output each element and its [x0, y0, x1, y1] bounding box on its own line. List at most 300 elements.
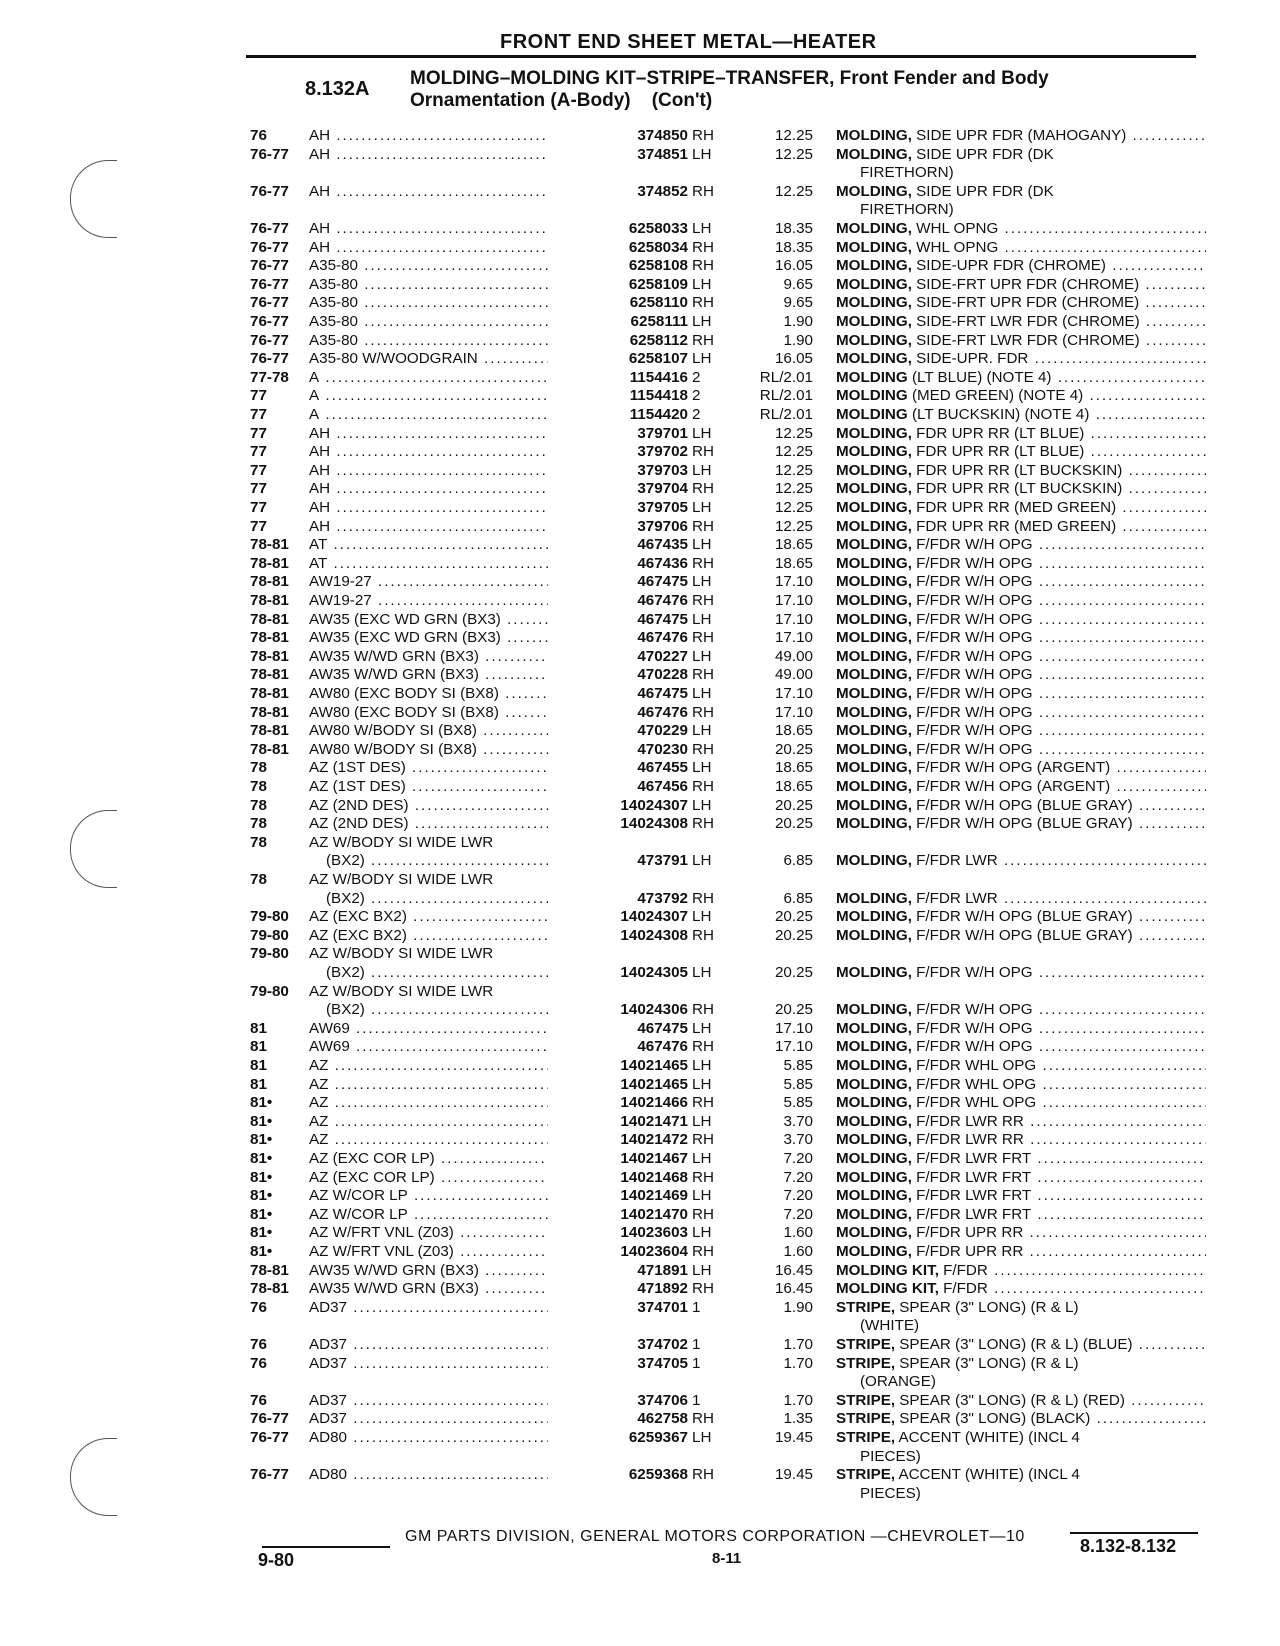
row-side: RH [692, 666, 714, 684]
row-description-keyword: MOLDING, [836, 331, 912, 349]
row-side: LH [692, 350, 712, 368]
row-description-text: SIDE-UPR. FDR [911, 350, 1029, 368]
row-part-number: 6258108 [548, 257, 688, 276]
row-description-keyword: MOLDING, [836, 517, 912, 535]
row-part-number: 467476 [548, 704, 688, 723]
row-year: 78-81 [250, 554, 289, 572]
row-price: 5.85 [783, 1057, 813, 1074]
row-part-number: 1154420 [548, 406, 688, 425]
row-description-keyword: MOLDING, [836, 1187, 912, 1205]
row-description [836, 1355, 1206, 1374]
row-model: AW35 W/WD GRN (BX3) ..... [309, 648, 579, 667]
row-part-number: 473791 [548, 852, 688, 871]
row-description-text: FDR UPR RR (LT BLUE) [911, 424, 1085, 442]
row-side: RH [692, 889, 714, 907]
row-model: AW35 W/WD GRN (BX3) ..... [309, 1280, 579, 1299]
row-description-keyword: MOLDING, [836, 629, 912, 647]
row-description-text: F/FDR LWR FRT [911, 1168, 1032, 1186]
row-description [836, 1262, 1206, 1281]
row-price: 1.70 [783, 1336, 813, 1353]
row-side: LH [692, 1187, 712, 1205]
row-description-keyword: STRIPE, [836, 1466, 896, 1484]
row-year: 76 [250, 127, 267, 144]
row-model: AZ W/BODY SI WIDE LWR [309, 871, 494, 888]
row-description-text: F/FDR W/H OPG [911, 1019, 1033, 1037]
row-description-keyword: MOLDING, [836, 275, 912, 293]
row-year: 77 [250, 406, 267, 423]
row-price: 1.90 [783, 1298, 813, 1316]
row-model: AZ (2ND DES) ..... [309, 797, 579, 816]
row-year: 81• [250, 1150, 273, 1167]
row-price: 20.25 [774, 740, 813, 758]
row-side: 1 [692, 1391, 701, 1409]
row-description [836, 1429, 1206, 1448]
row-side: RH [692, 926, 714, 944]
row-side: RH [692, 1168, 714, 1186]
row-year: 76-77 [250, 350, 289, 368]
row-model: AW35 (EXC WD GRN (BX3) ..... [309, 611, 579, 630]
row-description-text: F/FDR W/H OPG [911, 740, 1033, 758]
row-side: RH [692, 1466, 714, 1484]
row-part-number: 374851 [548, 146, 688, 165]
row-price: 7.20 [783, 1187, 813, 1205]
row-description-keyword: MOLDING [836, 406, 908, 423]
row-part-number: 14021465 [548, 1076, 688, 1095]
row-description-text: F/FDR W/H OPG (BLUE GRAY) [911, 815, 1133, 833]
row-side: RH [692, 480, 714, 498]
row-part-number: 374706 [548, 1392, 688, 1411]
row-side: 2 [692, 406, 701, 423]
row-price: 17.10 [774, 685, 813, 702]
row-year: 76-77 [250, 238, 289, 256]
row-part-number: 379702 [548, 443, 688, 462]
row-description-text: F/FDR W/H OPG [911, 573, 1033, 591]
row-description-text: F/FDR LWR FRT [911, 1150, 1032, 1167]
row-part-number: 467456 [548, 778, 688, 797]
row-description [836, 536, 1206, 555]
row-description [836, 704, 1206, 723]
row-price: 5.85 [783, 1094, 813, 1112]
row-year: 77-78 [250, 368, 289, 386]
row-year: 78-81 [250, 1261, 289, 1279]
row-side: LH [692, 313, 712, 330]
row-description [836, 369, 1206, 388]
row-description-text: F/FDR UPR RR [911, 1243, 1024, 1260]
row-side: RH [692, 815, 714, 833]
row-year: 81• [250, 1224, 273, 1242]
row-model: AZ W/BODY SI WIDE LWR [309, 982, 494, 1000]
row-description-continued: PIECES) [860, 1484, 921, 1502]
row-description-text: F/FDR W/H OPG [911, 1001, 1033, 1019]
row-description-keyword: MOLDING, [836, 1057, 912, 1074]
row-description-keyword: MOLDING, [836, 926, 912, 944]
footer-section-range: 8.132-8.132 [1080, 1536, 1177, 1556]
row-description-keyword: MOLDING, [836, 350, 912, 368]
row-model: AW35 W/WD GRN (BX3) ..... [309, 1262, 579, 1281]
row-model: AD37 ..... [309, 1299, 579, 1318]
row-description [836, 183, 1206, 202]
row-side: RH [692, 517, 714, 535]
row-side: LH [692, 220, 712, 237]
row-side: RH [692, 238, 714, 256]
row-description-keyword: STRIPE, [836, 1391, 896, 1409]
row-description-keyword: MOLDING, [836, 1112, 912, 1130]
row-model-continued: (BX2) ..... [326, 1001, 596, 1020]
row-price: 6.85 [783, 852, 813, 870]
row-side: 1 [692, 1336, 701, 1353]
row-side: RH [692, 740, 714, 758]
row-side: 1 [692, 1298, 701, 1316]
running-head: FRONT END SHEET METAL—HEATER [500, 31, 877, 53]
row-price: 12.25 [774, 499, 813, 516]
row-model: AW80 (EXC BODY SI (BX8) ..... [309, 704, 579, 723]
row-model-continued: (BX2) ..... [326, 852, 596, 871]
row-year: 76 [250, 1298, 267, 1316]
row-description-keyword: MOLDING, [836, 536, 912, 554]
row-model: A35-80 W/WOODGRAIN ..... [309, 350, 579, 369]
row-part-number: 467455 [548, 759, 688, 778]
row-description-text: (LT BLUE) (NOTE 4) [907, 368, 1052, 386]
row-description [836, 1187, 1206, 1206]
row-year: 76-77 [250, 294, 289, 312]
row-price: 18.65 [774, 759, 813, 777]
row-part-number: 6259368 [548, 1466, 688, 1485]
row-description-text: SPEAR (3" LONG) (R & L) [895, 1354, 1079, 1372]
row-model: AH ..... [309, 443, 579, 462]
row-description-text: F/FDR WHL OPG [911, 1094, 1037, 1112]
row-description-text: F/FDR LWR RR [911, 1131, 1024, 1149]
row-description-keyword: MOLDING, [836, 666, 912, 684]
row-price: 1.35 [783, 1410, 813, 1428]
row-year: 77 [250, 424, 267, 442]
row-side: LH [692, 461, 712, 479]
row-model: AW69 ..... [309, 1020, 579, 1039]
row-price: 49.00 [774, 666, 813, 684]
row-year: 81 [250, 1038, 267, 1056]
row-description [836, 685, 1206, 704]
row-model: AH ..... [309, 183, 579, 202]
row-description-keyword: MOLDING, [836, 1168, 912, 1186]
row-description-keyword: MOLDING, [836, 182, 912, 200]
row-model: AD37 ..... [309, 1410, 579, 1429]
row-description [836, 1336, 1206, 1355]
row-description-text: FDR UPR RR (LT BUCKSKIN) [911, 461, 1123, 479]
row-description-text: WHL OPNG [911, 238, 999, 256]
row-year: 79-80 [250, 945, 289, 963]
row-side: RH [692, 182, 714, 200]
row-description-text: SIDE UPR FDR (DK [911, 182, 1054, 200]
row-description-text: F/FDR W/H OPG [911, 629, 1033, 647]
row-description-text: SIDE UPR FDR (MAHOGANY) [911, 127, 1127, 144]
row-description-keyword: MOLDING, [836, 443, 912, 461]
row-model: AT ..... [309, 555, 579, 574]
row-price: 3.70 [783, 1112, 813, 1130]
row-description-keyword: MOLDING, [836, 778, 912, 795]
row-description [836, 425, 1206, 444]
row-description-continued: FIRETHORN) [860, 164, 954, 182]
row-description-text: F/FDR W/H OPG (BLUE GRAY) [911, 796, 1133, 814]
row-side: LH [692, 1019, 712, 1037]
row-description-keyword: MOLDING, [836, 1075, 912, 1093]
row-model: AZ (EXC COR LP) ..... [309, 1169, 579, 1188]
row-price: 7.20 [783, 1205, 813, 1223]
row-description-keyword: MOLDING, [836, 554, 912, 572]
row-description-keyword: MOLDING, [836, 1224, 912, 1242]
row-description [836, 927, 1206, 946]
row-part-number: 6258111 [548, 313, 688, 332]
row-description-keyword: MOLDING, [836, 145, 912, 163]
row-description [836, 406, 1206, 425]
row-side: 2 [692, 387, 701, 405]
row-model: AZ W/FRT VNL (Z03) ..... [309, 1224, 579, 1243]
row-description-keyword: MOLDING, [836, 796, 912, 814]
row-part-number: 467475 [548, 611, 688, 630]
row-description-text: F/FDR WHL OPG [911, 1057, 1037, 1074]
row-description-text: SIDE-FRT LWR FDR (CHROME) [911, 313, 1140, 330]
row-part-number: 379704 [548, 480, 688, 499]
row-side: RH [692, 294, 714, 312]
row-model: AZ ..... [309, 1076, 579, 1095]
row-side: LH [692, 536, 712, 554]
row-model: A35-80 ..... [309, 257, 579, 276]
row-price: 7.20 [783, 1168, 813, 1186]
row-side: LH [692, 759, 712, 777]
row-description [836, 1206, 1206, 1225]
row-model: AW80 W/BODY SI (BX8) ..... [309, 722, 579, 741]
row-side: RH [692, 629, 714, 647]
row-model: A ..... [309, 387, 579, 406]
row-price: 17.10 [774, 703, 813, 721]
row-year: 78-81 [250, 647, 289, 665]
row-description-keyword: MOLDING, [836, 424, 912, 442]
row-price: 16.05 [774, 350, 813, 368]
row-year: 77 [250, 443, 267, 461]
row-year: 81• [250, 1094, 273, 1112]
row-side: RH [692, 1205, 714, 1223]
row-model: AW35 W/WD GRN (BX3) ..... [309, 666, 579, 685]
row-description-keyword: MOLDING, [836, 647, 912, 665]
row-description-text: F/FDR WHL OPG [911, 1075, 1037, 1093]
row-description-keyword: MOLDING, [836, 889, 912, 907]
row-description-text: SPEAR (3" LONG) (BLACK) [895, 1410, 1091, 1428]
row-year: 78-81 [250, 536, 289, 554]
row-description [836, 1001, 1206, 1020]
row-description-text: F/FDR W/H OPG (BLUE GRAY) [911, 926, 1133, 944]
section-title-line1: MOLDING–MOLDING KIT–STRIPE–TRANSFER, Front Fender and Body [410, 68, 1049, 89]
row-side: LH [692, 145, 712, 163]
row-price: 16.45 [774, 1280, 813, 1298]
row-description-keyword: MOLDING, [836, 963, 912, 981]
row-description [836, 1150, 1206, 1169]
row-part-number: 14024307 [548, 908, 688, 927]
row-description-keyword: MOLDING, [836, 1019, 912, 1037]
row-price: 16.45 [774, 1261, 813, 1279]
row-price: 12.25 [774, 182, 813, 200]
row-side: LH [692, 796, 712, 814]
row-price: 18.35 [774, 238, 813, 256]
row-description [836, 387, 1206, 406]
row-year: 81• [250, 1187, 273, 1205]
row-description [836, 1094, 1206, 1113]
row-price: 1.70 [783, 1354, 813, 1372]
row-side: 2 [692, 368, 701, 386]
row-description-text: SIDE UPR FDR (DK [911, 145, 1054, 163]
row-part-number: 14024308 [548, 815, 688, 834]
section-title-line2: Ornamentation (A-Body) (Con't) [410, 90, 713, 111]
row-year: 76-77 [250, 1466, 289, 1484]
row-year: 81• [250, 1243, 273, 1260]
row-description [836, 964, 1206, 983]
row-part-number: 14023603 [548, 1224, 688, 1243]
row-description [836, 1038, 1206, 1057]
row-model: AH ..... [309, 239, 579, 258]
row-side: LH [692, 1429, 712, 1446]
row-description [836, 629, 1206, 648]
section-title [410, 68, 1190, 112]
row-part-number: 470228 [548, 666, 688, 685]
row-description-text: SIDE-UPR FDR (CHROME) [911, 257, 1106, 275]
row-price: 18.65 [774, 722, 813, 740]
row-model: AZ (EXC COR LP) ..... [309, 1150, 579, 1169]
row-description-keyword: MOLDING, [836, 722, 912, 740]
row-description [836, 146, 1206, 165]
row-part-number: 14021466 [548, 1094, 688, 1113]
row-side: RH [692, 778, 714, 795]
row-price: 12.25 [774, 517, 813, 535]
row-description-keyword: MOLDING, [836, 238, 912, 256]
row-year: 81• [250, 1112, 273, 1130]
row-price: 3.70 [783, 1131, 813, 1149]
row-part-number: 14021472 [548, 1131, 688, 1150]
row-model: AH ..... [309, 127, 579, 146]
row-description-text: FDR UPR RR (MED GREEN) [911, 499, 1117, 516]
row-side: RH [692, 257, 714, 275]
row-year: 76-77 [250, 313, 289, 330]
row-description-keyword: STRIPE, [836, 1410, 896, 1428]
row-description-keyword: MOLDING, [836, 815, 912, 833]
row-description [836, 257, 1206, 276]
row-price: 19.45 [774, 1429, 813, 1446]
row-description-text: F/FDR W/H OPG [911, 703, 1033, 721]
row-description-text: F/FDR LWR [911, 852, 998, 870]
row-year: 76 [250, 1336, 267, 1353]
row-description [836, 1392, 1206, 1411]
row-part-number: 14021469 [548, 1187, 688, 1206]
row-part-number: 1154416 [548, 369, 688, 388]
row-model: AD80 ..... [309, 1429, 579, 1448]
row-price: 6.85 [783, 889, 813, 907]
row-description [836, 350, 1206, 369]
row-side: LH [692, 908, 712, 926]
row-model: AH ..... [309, 499, 579, 518]
row-model: AZ ..... [309, 1131, 579, 1150]
row-description [836, 1020, 1206, 1039]
row-price: 20.25 [774, 963, 813, 981]
row-part-number: 470229 [548, 722, 688, 741]
row-description-continued: (ORANGE) [860, 1373, 936, 1391]
row-description [836, 1076, 1206, 1095]
row-price: 1.60 [783, 1243, 813, 1260]
row-model: AW80 W/BODY SI (BX8) ..... [309, 741, 579, 760]
row-description-keyword: MOLDING, [836, 740, 912, 758]
row-part-number: 379706 [548, 518, 688, 537]
row-description [836, 1410, 1206, 1429]
row-description [836, 555, 1206, 574]
row-model: AZ ..... [309, 1094, 579, 1113]
row-price: 18.65 [774, 536, 813, 554]
row-description-keyword: MOLDING, [836, 1001, 912, 1019]
row-part-number: 374702 [548, 1336, 688, 1355]
row-part-number: 467476 [548, 1038, 688, 1057]
row-description-text: F/FDR W/H OPG [911, 536, 1033, 554]
row-year: 79-80 [250, 926, 289, 944]
row-description [836, 741, 1206, 760]
row-description-text: F/FDR W/H OPG [911, 963, 1033, 981]
row-model-continued: (BX2) ..... [326, 890, 596, 909]
row-description [836, 1280, 1206, 1299]
row-side: LH [692, 424, 712, 442]
row-year: 77 [250, 499, 267, 516]
row-description-text: SIDE-FRT LWR FDR (CHROME) [911, 331, 1140, 349]
row-part-number: 14024305 [548, 964, 688, 983]
row-year: 76-77 [250, 257, 289, 275]
row-price: 12.25 [774, 480, 813, 498]
row-side: RH [692, 592, 714, 609]
row-description-keyword: STRIPE, [836, 1298, 896, 1316]
row-model: AZ W/COR LP ..... [309, 1187, 579, 1206]
row-description [836, 294, 1206, 313]
row-description-keyword: MOLDING, [836, 127, 912, 144]
row-year: 78-81 [250, 573, 289, 591]
row-price: 9.65 [783, 294, 813, 312]
row-description-keyword: STRIPE, [836, 1354, 896, 1372]
row-description-keyword: MOLDING [836, 368, 908, 386]
row-model: AD80 ..... [309, 1466, 579, 1485]
row-year: 78-81 [250, 740, 289, 758]
row-part-number: 14024307 [548, 797, 688, 816]
row-year: 76-77 [250, 220, 289, 237]
row-model: AH ..... [309, 480, 579, 499]
row-price: 17.10 [774, 573, 813, 591]
row-description [836, 1131, 1206, 1150]
row-side: LH [692, 1112, 712, 1130]
row-price: RL/2.01 [759, 406, 813, 423]
footer-rule-left [262, 1546, 390, 1548]
row-description-text: F/FDR LWR [911, 889, 998, 907]
row-price: 12.25 [774, 424, 813, 442]
row-year: 76-77 [250, 1429, 289, 1446]
row-year: 81 [250, 1019, 267, 1037]
row-side: RH [692, 1243, 714, 1260]
row-side: RH [692, 1094, 714, 1112]
row-description-text: F/FDR [938, 1280, 988, 1298]
row-year: 78-81 [250, 629, 289, 647]
row-price: 16.05 [774, 257, 813, 275]
row-year: 77 [250, 461, 267, 479]
row-description-text: F/FDR W/H OPG [911, 666, 1033, 684]
row-part-number: 467436 [548, 555, 688, 574]
row-year: 76-77 [250, 275, 289, 293]
row-description-keyword: STRIPE, [836, 1336, 896, 1353]
row-model: AZ W/BODY SI WIDE LWR [309, 945, 494, 963]
row-description-keyword: MOLDING, [836, 610, 912, 628]
row-price: 5.85 [783, 1075, 813, 1093]
row-description [836, 815, 1206, 834]
row-description-continued: PIECES) [860, 1447, 921, 1465]
footer-page-number: 8-11 [712, 1550, 742, 1567]
row-model: AD37 ..... [309, 1392, 579, 1411]
row-model: AW80 (EXC BODY SI (BX8) ..... [309, 685, 579, 704]
